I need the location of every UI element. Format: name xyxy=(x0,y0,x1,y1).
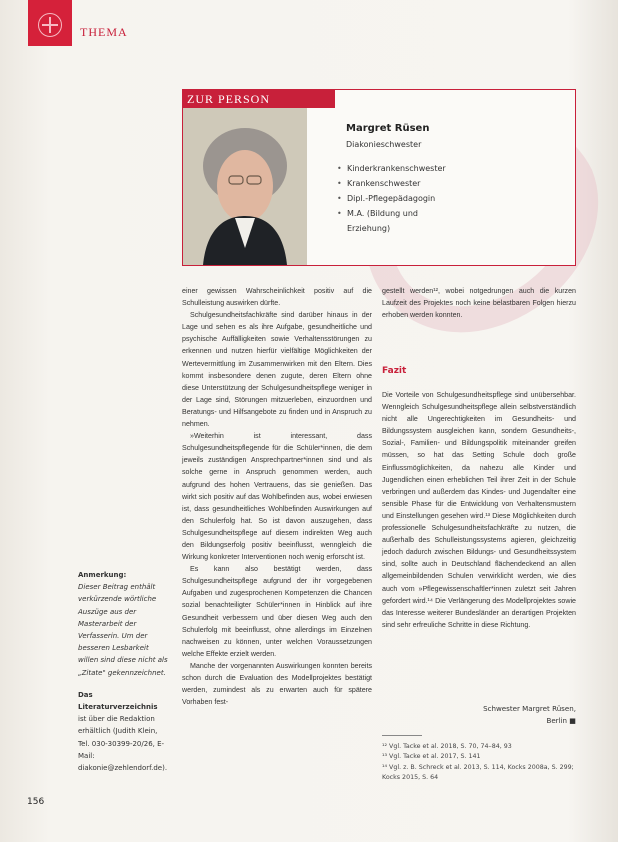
paragraph: Manche der vorgenannten Auswirkungen konnten bereits schon durch die Evaluation des Modellprojektes bestätigt werden, zumindest als zu erwarten auch für spätere Vorhaben fest- xyxy=(182,661,372,707)
literature-heading: Das Literaturverzeichnis xyxy=(78,690,158,712)
signature-name: Schwester Margret Rüsen, xyxy=(483,704,576,713)
section-label: THEMA xyxy=(80,25,128,39)
footnotes xyxy=(382,742,576,784)
section-corner-mark xyxy=(28,0,72,46)
literature-text: ist über die Redaktion erhältlich (Judith Klein, Tel. 030-30399-20/26, E-Mail: diakonie@zehlendorf.de). xyxy=(78,715,168,773)
paragraph: Die Vorteile von Schulgesundheitspflege sind unübersehbar. Wenngleich Schulgesundheitspflege allein selbstverständlich nicht alle Ungerechtigkeiten im Gesundheits- und Bildungssystem ausgleichen kann, sondern Gesundheits-, Sozial-, Familien- und Bildungspolitik miteinander greifen müssen, so hat das Setting Schule doch große Einflussmöglichkeiten, da nahezu alle Kinder und Jugendlichen einen erheblichen Teil ihrer Zeit in der Schule verbringen und außerdem das Kindes- und Jugendalter eine sensible Phase für die Entwicklung von Verhaltensmustern und Einstellungen gesehen wird.¹³ Diese Möglichkeiten durch professionelle Schulgesundheitsfachkräfte zu nutzen, die außerhalb des Schulleistungssystems agieren, gleichzeitig jedoch dadurch zwischen Bildungs- und Gesundheitssystem sind, sollte auch in Deutschland flächendeckend an allen allgemeinbildenden Schulen verwirklicht werden, wie dies auch vom »Pflegewissenschaftler*innen zuletzt seit Jahren gefordert wird.¹⁴ Die Verlängerung des Modellprojektes sowie das Interesse weiterer Bundesländer an derartigen Projekten sind sehr erfreuliche Schritte in diese Richtung. xyxy=(382,391,576,629)
body-column-right xyxy=(382,389,576,631)
qualification-list xyxy=(337,161,447,236)
note-text: Dieser Beitrag enthält verkürzende wörtliche Auszüge aus der Masterarbeit der Verfasserin. Um der besseren Lesbarkeit willen sind diese nicht als „Zitate" gekennzeichnet. xyxy=(78,583,168,677)
paragraph: Es kann also bestätigt werden, dass Schulgesundheitspflege aufgrund der ihr vorgegebenen Aufgaben und zugesprochenen Kompetenzen die Chancen sozial benachteiligter Schüler*innen in Hinblick auf ihre Gesundheit verbessern und über diesen Weg auch den Schulerfolg mit beeinflusst, ohne allerdings im Einzelnen nachweisen zu können, unter welchen Voraussetzungen welche Effekte erzielt werden. xyxy=(182,565,372,658)
footnote: ¹³ Vgl. Tacke et al. 2017, S. 141 xyxy=(382,753,481,761)
signature-place: Berlin ■ xyxy=(546,716,576,725)
page-number: 156 xyxy=(27,797,45,807)
person-box-heading: ZUR PERSON xyxy=(183,90,335,108)
note-heading: Anmerkung: xyxy=(78,571,127,579)
paragraph: Schulgesundheitsfachkräfte sind darüber hinaus in der Lage und sehen es als ihre Aufgabe, gesundheitliche und psychische Auffälligkeiten sowie Verhaltensstörungen zu erkennen und nutzen hierfür vielfältige Möglichkeiten der Wertevermittlung im Zusammenwirken mit den Eltern. Dies kommt insbesondere denen zugute, deren Eltern ohne diese Unterstützung der Schulgesundheitspflege weniger in der Lage sind, Störungen mitzuerleben, einzuordnen und Beratungs- und Hilfsangebote zu finden und in Anspruch zu nehmen. xyxy=(182,311,372,429)
footnote: ¹⁴ Vgl. z. B. Schreck et al. 2013, S. 114, Kocks 2008a, S. 299; Kocks 2015, S. 64 xyxy=(382,763,574,782)
paragraph: einer gewissen Wahrscheinlichkeit positiv auf die Schulleistung auswirken dürfte. xyxy=(182,287,372,308)
person-role: Diakonieschwester xyxy=(346,140,422,149)
diakonie-cross-icon xyxy=(38,13,62,37)
list-item: • Krankenschwester xyxy=(337,176,447,191)
body-column-left xyxy=(182,285,372,708)
paragraph: gestellt werden¹², wobei notgedrungen auch die kurzen Laufzeit des Projektes noch keine belastbaren Folgen hierzu erhoben werden konnten. xyxy=(382,287,576,320)
body-column-right-top xyxy=(382,285,576,321)
author-signature xyxy=(382,703,576,727)
sidebar-note xyxy=(78,569,168,774)
portrait-photo xyxy=(183,108,307,265)
person-name: Margret Rüsen xyxy=(346,123,430,134)
list-item: • M.A. (Bildung und Erziehung) xyxy=(337,206,447,236)
footnote-divider xyxy=(382,735,422,736)
list-item: • Dipl.-Pflegepädagogin xyxy=(337,191,447,206)
paragraph: »Weiterhin ist interessant, dass Schulgesundheitspflegende für die Schüler*innen, die dem jeweils zuständigen Ansprechpartner*innen sind und als solche gerne in Anspruch genommen werden, auch aufgrund des hohen Vertrauens, das sie genießen. Das wirkt sich positiv auf das Wohlbefinden aus, wobei erwiesen ist, dass gesundheitliches Wohlbefinden Auswirkungen auf den Schulerfolg hat. So ist davon auszugehen, dass Schulgesundheitspflege auf diesem indirekten Weg auch den Bildungserfolg positiv beeinflusst, wenngleich die Wirkung konkreter Interventionen noch wenig erforscht ist. xyxy=(182,432,372,562)
person-info-box xyxy=(182,89,576,266)
list-item: • Kinderkrankenschwester xyxy=(337,161,447,176)
footnote: ¹² Vgl. Tacke et al. 2018, S. 70, 74–84, 93 xyxy=(382,743,512,750)
section-heading-fazit: Fazit xyxy=(382,366,407,376)
